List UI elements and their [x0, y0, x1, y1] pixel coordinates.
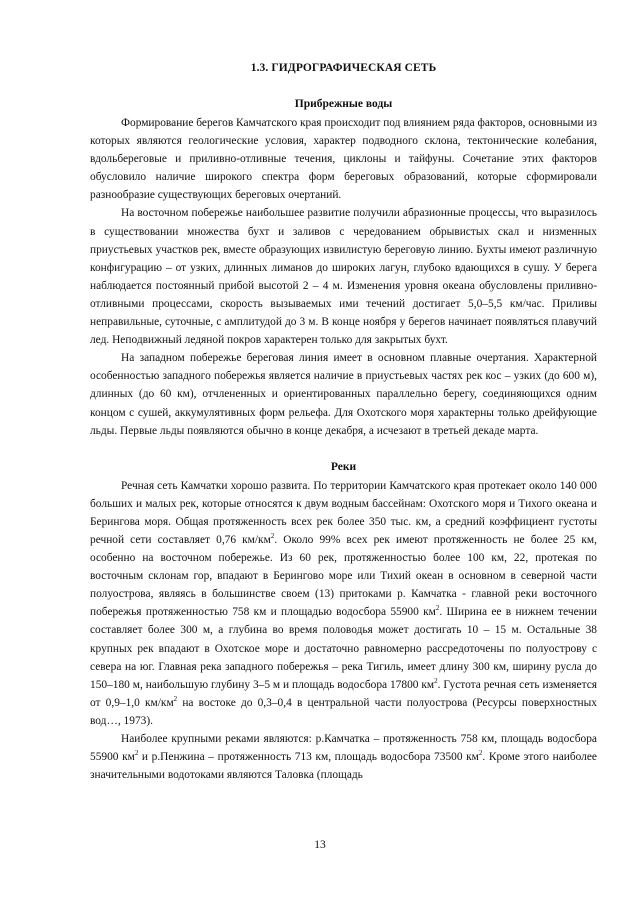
section-coastal-waters	[90, 96, 597, 440]
paragraph: На восточном побережье наибольшее развитие получили абразионные процессы, что выразилось в существовании множества бухт и заливов с чередованием обрывистых скал и низменных приустьевых участков рек, вместе образующих извилистую береговую линию. Бухты имеют различную конфигурацию – от узких, длинных лиманов до широких лагун, глубоко вдающихся в сушу. У берега наблюдается постоянный прибой высотой 2 – 4 м. Изменения уровня океана обусловлены приливно-отливными процессами, скорость вызываемых ими течений достигает 5,0–5,5 км/час. Приливы неправильные, суточные, с амплитудой до 3 м. В конце ноября у берегов начинает появляться плавучий лед. Неподвижный ледяной покров характерен только для закрытых бухт.	[90, 207, 597, 347]
paragraph: Формирование берегов Камчатского края происходит под влиянием ряда факторов, основными из которых являются геологические условия, характер подводного склона, тектонические колебания, вдольбереговые и приливно-отливные течения, циклоны и тайфуны. Сочетание этих факторов обусловило наличие широкого спектра форм береговых образований, которые сформировали разнообразие существующих береговых очертаний.	[90, 117, 598, 202]
section-title-coastal-waters: Прибрежные воды	[294, 98, 393, 110]
section-rivers	[90, 459, 597, 785]
document-page	[90, 60, 597, 784]
section-title-rivers: Реки	[330, 460, 357, 473]
paragraph: На западном побережье береговая линия имеет в основном плавные очертания. Характерной особенностью западного побережья является наличие в приустьевых частях рек кос – узких (до 600 м), длинных (до 60 км), отчлененных и ориентированных параллельно берегу, соединяющихся одним концом с сушей, аккумулятивных форм рельефа. Для Охотского моря характерны только дрейфующие льды. Первые льды появляются обычно в конце декабря, а исчезают в третьей декаде марта.	[90, 352, 597, 437]
page-number: 13	[314, 839, 326, 851]
paragraph: Наиболее крупными реками являются: р.Камчатка – протяженность 758 км, площадь водосбора 55900 $км^2$ и р.Пенжина – протяженность 713 км, площадь водосбора 73500 $км^2$. Кроме этого наиболее значительными водотоками являются Таловка (площадь	[90, 733, 597, 782]
paragraph: Речная сеть Камчатки хорошо развита. По территории Камчатского края протекает около 140 000 больших и малых рек, которые относятся к двум водным бассейнам: Охотского моря и Тихого океана и Берингова моря. Общая протяженность всех рек более 350 тыс. км, а средний коэффициент густоты речной сети составляет 0,76 $км/км^2$. Около 99% всех рек имеют протяженность не более 25 км, особенно на восточном побережье. Из 60 рек, протяженностью более 100 км, 22, протекая по восточным склонам гор, впадают в Берингово море или Тихий океан в основном в северной части полуострова, являясь в большинстве своем (13) притоками р. Камчатка - главной реки восточного побережья протяженностью 758 км и площадью водосбора 55900 $км^2$. Ширина ее в нижнем течении составляет более 300 м, а глубина во время половодья может достигать 10 – 15 м. Остальные 38 крупных рек впадают в Охотское море и достаточно равномерно рассредоточены по полуострову с севера на юг. Главная река западного побережья – река Тигиль, имеет длину 300 км, ширину русла до 150–180 м, наибольшую глубину 3–5 м и площадь водосбора 17800 $км^2$. Густота речная сеть изменяется от 0,9–1,0 $км/км^2$ на востоке до 0,3–0,4 в центральной части полуострова (Ресурсы поверхностных вод…, 1973).	[90, 479, 597, 727]
chapter-title: 1.3. ГИДРОГРАФИЧЕСКАЯ СЕТЬ	[250, 62, 437, 74]
